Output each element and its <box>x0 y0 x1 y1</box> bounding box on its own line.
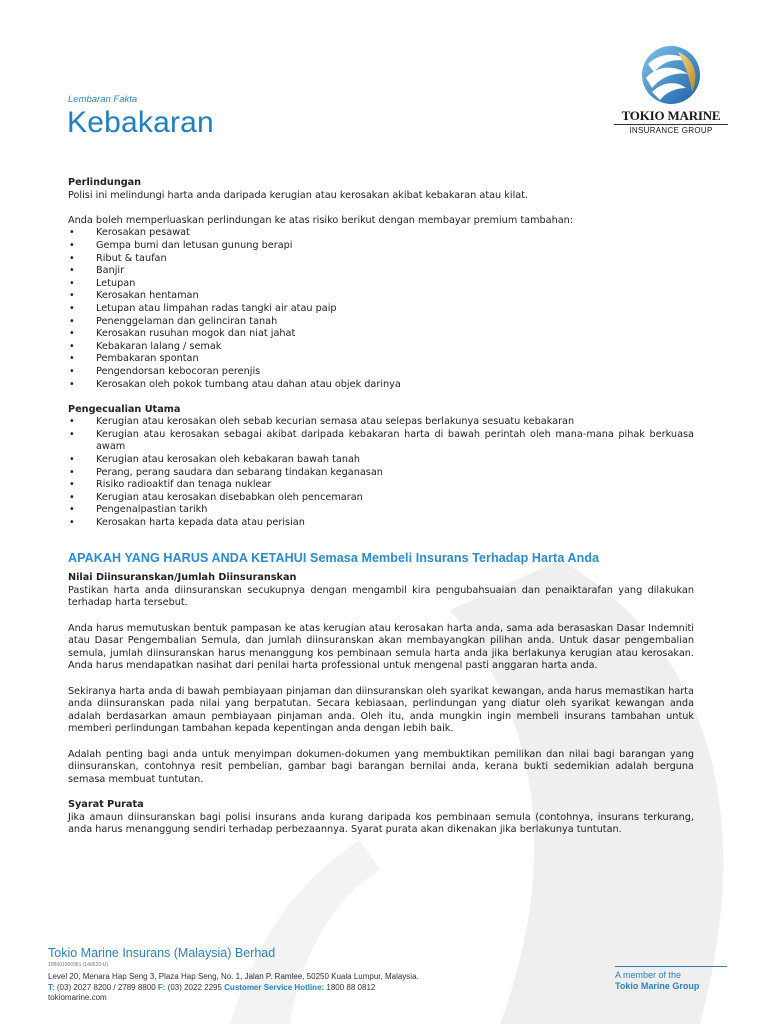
tel-label: T: <box>48 982 55 992</box>
extension-list <box>68 227 694 391</box>
tel-number: (03) 2027 8200 / 2789 8800 <box>54 982 158 992</box>
paragraph: Sekiranya harta anda di bawah pembiayaan pinjaman dan diinsuranskan oleh syarikat kewangan, anda harus memastikan harta anda diinsuranskan pada nilai yang berpatutan. Secara kebiasaan, perlindungan yang diatur oleh syarikat kewangan anda adalah berdasarkan amaun pembiayaan pinjaman anda. Oleh itu, anda mungkin ingin membeli insurans tambahan untuk memberi perlindungan tambahan kepada kepentingan anda dengan lebih baik. <box>68 685 694 735</box>
company-logo <box>614 44 728 140</box>
contact-line <box>48 983 419 994</box>
perlindungan-intro: Polisi ini melindungi harta anda daripada kerugian atau kerosakan akibat kebakaran atau kilat. <box>68 189 529 201</box>
list-item: • Kerosakan pesawat <box>68 227 694 240</box>
hotline-label: Customer Service Hotline: <box>224 982 325 992</box>
brand-name: TOKIO MARINE <box>621 108 721 123</box>
list-item: • Penenggelaman dan gelinciran tanah <box>68 316 694 329</box>
document-kicker: Lembaran Fakta <box>68 94 138 105</box>
list-item: • Kerosakan hentaman <box>68 290 694 303</box>
company-address: Level 20, Menara Hap Seng 3, Plaza Hap Seng, No. 1, Jalan P. Ramlee, 50250 Kuala Lumpur, Malaysia. <box>48 972 419 981</box>
list-item: • Perang, perang saudara dan sebarang tindakan keganasan <box>68 467 694 480</box>
paragraph: Pastikan harta anda diinsuranskan secukupnya dengan mengambil kira pengubahsuaian dan penaiktarafan yang dilakukan terhadap harta tersebut. <box>68 584 694 609</box>
list-item: • Gempa bumi dan letusan gunung berapi <box>68 240 694 253</box>
list-item: • Kerosakan oleh pokok tumbang atau dahan atau objek darinya <box>68 379 694 392</box>
list-item: • Risiko radioaktif dan tenaga nuklear <box>68 479 694 492</box>
divider <box>615 966 727 967</box>
paragraph: Anda harus memutuskan bentuk pampasan ke atas kerugian atau kerosakan harta anda, sama ada berasaskan Dasar Indemniti atau Dasar Pengembalian Semula, dan jumlah diinsuranskan akan membayangkan pilihan anda. Untuk dasar pengembalian semula, jumlah diinsuranskan harus menanggung kos pembinaan semula harta anda jika berlakunya kerugian atau kerosakan. Anda harus mendapatkan nasihat dari penilai harta professional untuk mengenal pasti anggaran harta anda. <box>68 622 694 672</box>
website-link[interactable]: tokiomarine.com <box>48 993 107 1002</box>
list-item: • Letupan <box>68 278 694 291</box>
document-body <box>68 177 694 837</box>
section-title <box>68 552 694 565</box>
page-title: Kebakaran <box>67 106 214 139</box>
list-item: • Pengendorsan kebocoran perenjis <box>68 366 694 379</box>
member-line-2: Tokio Marine Group <box>615 981 700 991</box>
exclusions-list <box>68 416 694 529</box>
list-item: • Pengenalpastian tarikh <box>68 504 694 517</box>
tokio-marine-emblem-icon <box>638 44 704 106</box>
list-item: • Kerosakan rusuhan mogok dan niat jahat <box>68 328 694 341</box>
paragraph: Jika amaun diinsuranskan bagi polisi insurans anda kurang daripada kos pembinaan semula (contohnya, insurans terkurang, anda harus menanggung sendiri terhadap perbezaannya. Syarat purata akan dikenakan jika berlakunya tuntutan. <box>68 811 694 836</box>
list-item: • Kerosakan harta kepada data atau perisian <box>68 517 694 530</box>
company-name: Tokio Marine Insurans (Malaysia) Berhad <box>48 946 276 960</box>
sum-insured-heading: Nilai Diinsuranskan/Jumlah Diinsuranskan <box>68 572 297 584</box>
hotline-number: 1800 88 0812 <box>324 982 376 992</box>
extension-intro: Anda boleh memperluaskan perlindungan ke atas risiko berikut dengan membayar premium tambahan: <box>68 214 574 226</box>
exclusions-heading: Pengecualian Utama <box>68 403 181 415</box>
average-clause-heading: Syarat Purata <box>68 798 144 810</box>
list-item: • Kebakaran lalang / semak <box>68 341 694 354</box>
section-title-rest: Semasa Membeli Insurans Terhadap Harta Anda <box>306 550 600 565</box>
section-title-strong: APAKAH YANG HARUS ANDA KETAHUI <box>68 550 307 565</box>
group-membership <box>615 966 727 992</box>
member-line-1: A member of the <box>615 970 682 980</box>
brand-subtitle: INSURANCE GROUP <box>614 124 728 135</box>
fax-label: F: <box>157 982 166 992</box>
list-item: • Kerugian atau kerosakan disebabkan oleh pencemaran <box>68 492 694 505</box>
paragraph: Adalah penting bagi anda untuk menyimpan dokumen-dokumen yang membuktikan pemilikan dan nilai bagi barangan yang diinsuranskan, contohnya resit pembelian, gambar bagi barangan bernilai anda, kerana bukti sedemikian adalah berguna semasa membuat tuntutan. <box>68 748 694 785</box>
list-item: • Pembakaran spontan <box>68 353 694 366</box>
list-item: • Banjir <box>68 265 694 278</box>
list-item: • Letupan atau limpahan radas tangki air atau paip <box>68 303 694 316</box>
list-item: • Ribut & taufan <box>68 253 694 266</box>
registration-number: 198601000381 (149520-U) <box>48 962 109 968</box>
footer-contact <box>48 946 419 1004</box>
list-item: • Kerugian atau kerosakan sebagai akibat daripada kebakaran harta di bawah perintah oleh mana-mana pihak berkuasa awam <box>68 429 694 454</box>
list-item: • Kerugian atau kerosakan oleh kebakaran bawah tanah <box>68 454 694 467</box>
fax-number: (03) 2022 2295 <box>165 982 225 992</box>
perlindungan-heading: Perlindungan <box>68 177 142 188</box>
list-item: • Kerugian atau kerosakan oleh sebab kecurian semasa atau selepas berlakunya sesuatu kebakaran <box>68 416 694 429</box>
